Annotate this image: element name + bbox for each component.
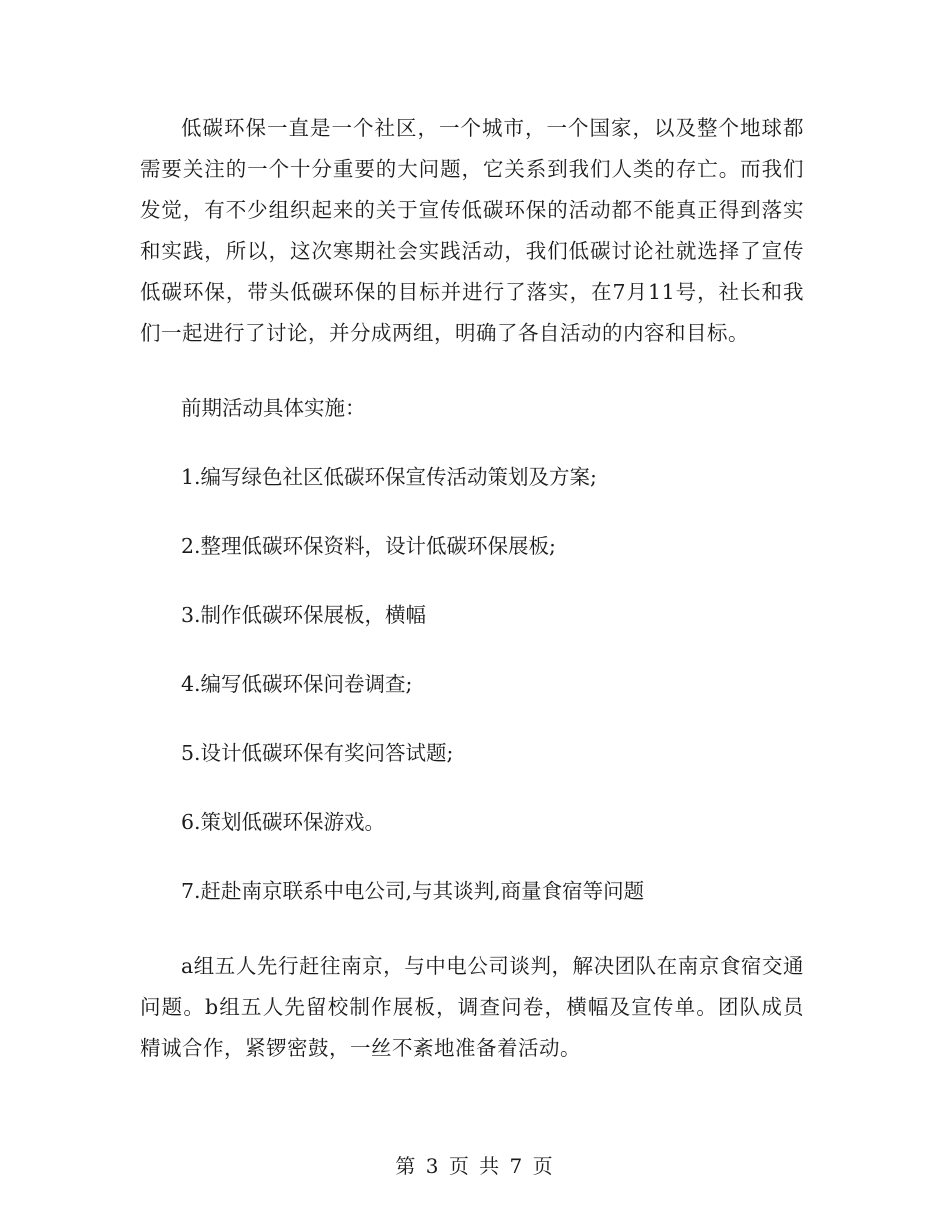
section-heading: 前期活动具体实施： <box>181 396 366 420</box>
list-item: 1.编写绿色社区低碳环保宣传活动策划及方案; <box>181 465 597 489</box>
activity-list <box>140 463 804 905</box>
list-item: 2.整理低碳环保资料，设计低碳环保展板; <box>181 534 556 558</box>
page-number-footer: 第 3 页 共 7 页 <box>395 1154 555 1178</box>
list-item: 4.编写低碳环保问卷调查; <box>181 672 413 696</box>
list-item: 5.设计低碳环保有奖问答试题; <box>181 741 454 765</box>
intro-paragraph: 低碳环保一直是一个社区，一个城市，一个国家，以及整个地球都需要关注的一个十分重要的大问题，它关系到我们人类的存亡。而我们发觉，有不少组织起来的关于宣传低碳环保的活动都不能真正得到落实和实践，所以，这次寒期社会实践活动，我们低碳讨论社就选择了宣传低碳环保，带头低碳环保的目标并进行了落实，在7月11号，社长和我们一起进行了讨论，并分成两组，明确了各自活动的内容和目标。 <box>140 116 804 345</box>
list-item: 7.赶赴南京联系中电公司,与其谈判,商量食宿等问题 <box>181 879 645 903</box>
list-item: 3.制作低碳环保展板，横幅 <box>181 603 427 627</box>
document-body <box>140 108 804 1069</box>
closing-paragraph: a组五人先行赶往南京，与中电公司谈判，解决团队在南京食宿交通问题。b组五人先留校制作展板，调查问卷，横幅及宣传单。团队成员精诚合作，紧锣密鼓，一丝不紊地准备着活动。 <box>140 954 804 1060</box>
list-item: 6.策划低碳环保游戏。 <box>181 810 386 834</box>
